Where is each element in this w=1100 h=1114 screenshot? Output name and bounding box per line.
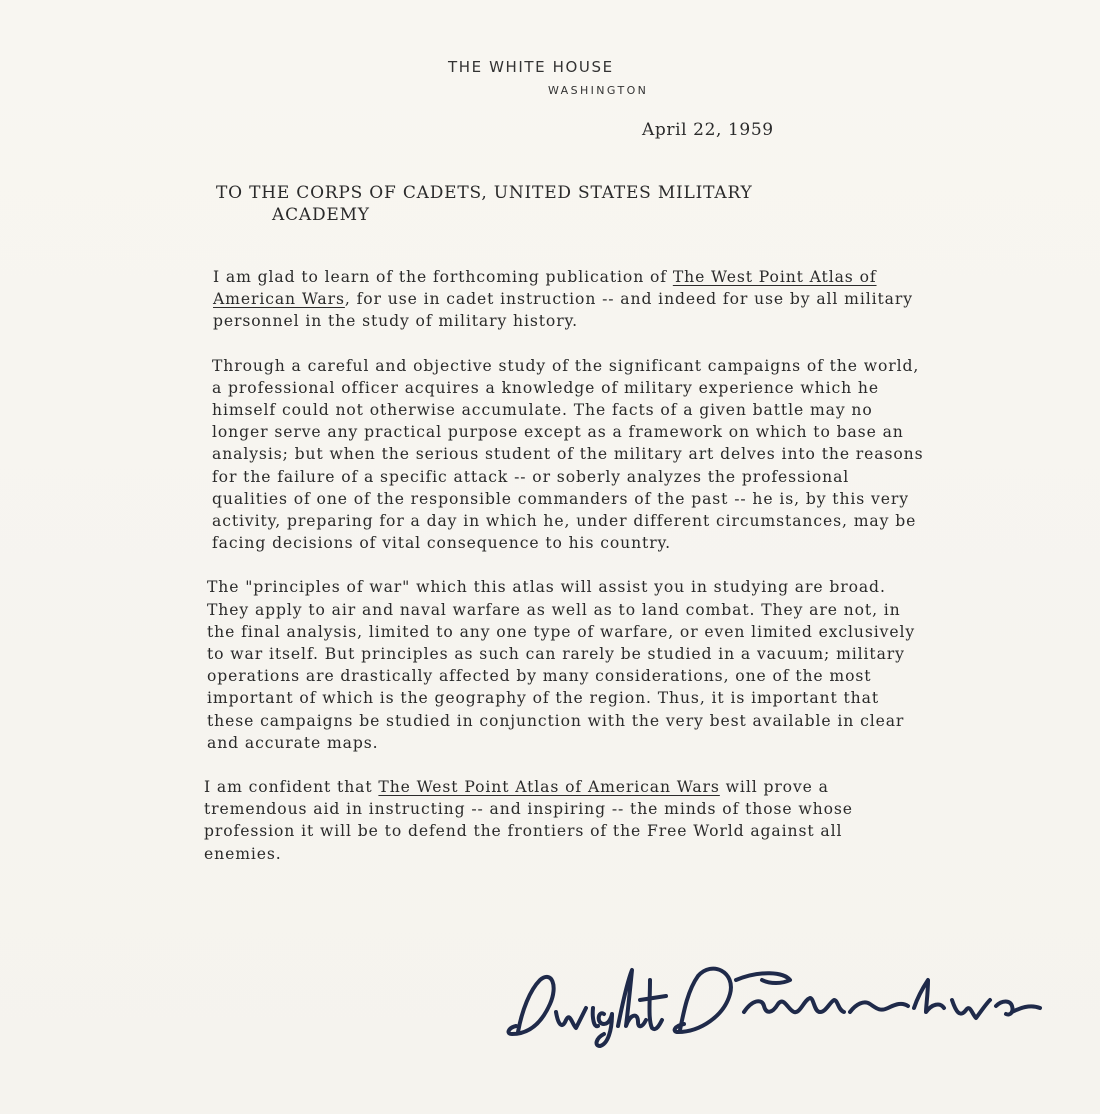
salutation-line-2: ACADEMY [272,205,370,225]
paragraph-4-before: I am confident that [204,778,379,797]
letterhead-title: THE WHITE HOUSE [448,58,614,76]
book-title-underlined: The West Point Atlas of American Wars [378,778,720,797]
paragraph-1-after: , for use in cadet instruction -- and indeed for use by all military personnel in the study of military history. [213,290,913,331]
letter-body [204,266,924,887]
handwritten-signature [500,950,1060,1050]
salutation-line-1: TO THE CORPS OF CADETS, UNITED STATES MILITARY [216,183,753,203]
paragraph-4-after: will prove a tremendous aid in instructing -- and inspiring -- the minds of those whose profession it will be to defend the frontiers of the Free World against all enemies. [204,778,853,863]
book-title-underlined: The West Point Atlas of American Wars [213,268,877,309]
letter-date: April 22, 1959 [642,120,774,140]
paragraph-1 [204,266,924,333]
paragraph-2: Through a careful and objective study of the significant campaigns of the world, a professional officer acquires a knowledge of military experience which he himself could not otherwise accumulate. The facts of a given battle may no longer serve any practical purpose except as a framework on which to base an analysis; but when the serious student of the military art delves into the reasons for the failure of a specific attack -- or soberly analyzes the professional qualities of one of the responsible commanders of the past -- he is, by this very activity, preparing for a day in which he, under different circumstances, may be facing decisions of vital consequence to his country. [212,356,924,553]
letterhead-subtitle: WASHINGTON [548,84,649,97]
paragraph-3: The "principles of war" which this atlas will assist you in studying are broad. They apply to air and naval warfare as well as to land combat. They are not, in the final analysis, limited to any one type of warfare, or even limited exclusively to war itself. But principles as such can rarely be studied in a vacuum; military operations are drastically affected by many considerations, one of the most important of which is the geography of the region. Thus, it is important that these campaigns be studied in conjunction with the very best available in clear and accurate maps. [207,578,916,752]
salutation [216,182,753,226]
paragraph-1-before: I am glad to learn of the forthcoming publication of [213,268,673,286]
paragraph-4 [204,776,924,865]
